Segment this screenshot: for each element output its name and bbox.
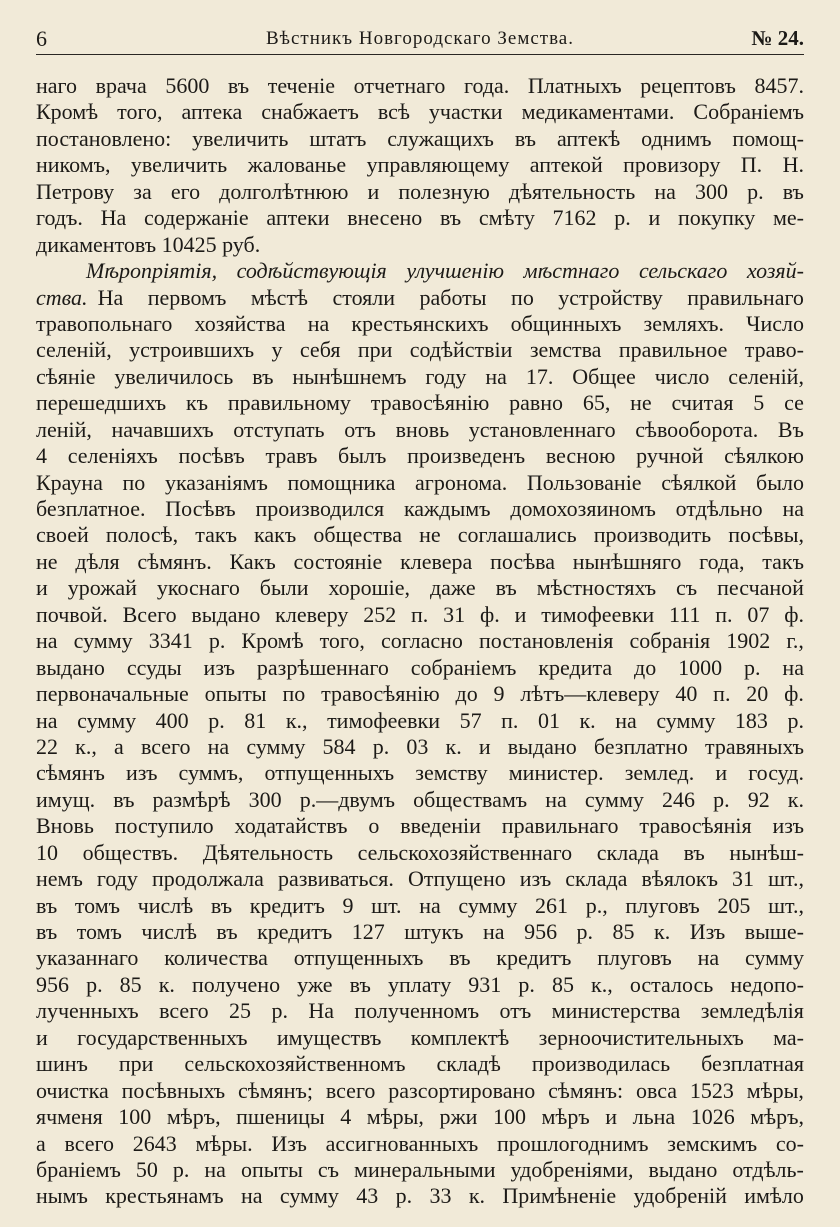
text-line: леній, начавшихъ отступать отъ вновь установленнаго сѣвооборота. Въ xyxy=(36,416,804,442)
text-line: дикаментовъ 10425 руб. xyxy=(36,231,261,257)
text-line: Крауна по указаніямъ помощника агронома. Пользованіе сѣялкой было xyxy=(36,469,804,495)
text-line: безплатное. Посѣвъ производился каждымъ домохозяиномъ отдѣльно на xyxy=(36,496,804,521)
text-line: не дѣля сѣмянъ. Какъ состояніе клевера посѣва нынѣшняго года, такъ xyxy=(36,548,804,574)
text-line: и государственныхъ имуществъ комплектѣ зерноочистительныхъ ма- xyxy=(36,1024,804,1050)
text-line: сѣмянъ изъ суммъ, отпущенныхъ земству министер. землед. и госуд. xyxy=(36,760,804,786)
text-line: шинъ при сельскохозяйственномъ складѣ производилась безплатная xyxy=(36,1051,804,1077)
text-line: указаннаго количества отпущенныхъ въ кредитъ плуговъ на сумму xyxy=(36,945,804,971)
text-line xyxy=(36,285,804,311)
paragraph-pharmacy xyxy=(36,73,804,258)
text-line: на сумму 400 р. 81 к., тимофеевки 57 п. 01 к. на сумму 183 р. xyxy=(36,707,804,733)
text-line: перешедшихъ къ правильному травосѣянію равно 65, не считая 5 се xyxy=(36,390,804,416)
text-line: ячменя 100 мѣръ, пшеницы 4 мѣры, ржи 100 мѣръ и льна 1026 мѣръ, xyxy=(36,1104,804,1130)
page-header xyxy=(36,22,804,55)
text-line: Вновь поступило ходатайствъ о введеніи правильнаго травосѣянія изъ xyxy=(36,813,804,839)
text-line: 956 р. 85 к. получено уже въ уплату 931 р. 85 к., осталось недопо- xyxy=(36,971,804,997)
text-line: имущ. въ размѣрѣ 300 р.—двумъ обществамъ на сумму 246 р. 92 к. xyxy=(36,786,804,812)
issue-number: № 24. xyxy=(751,26,804,50)
section-heading-end: ства. xyxy=(36,284,88,310)
page-body xyxy=(36,73,804,1210)
paragraph-lines xyxy=(36,311,804,1210)
text-line: первоначальные опыты по травосѣянію до 9 лѣтъ—клеверу 40 п. 20 ф. xyxy=(36,681,804,707)
text-line: выдано ссуды изъ разрѣшеннаго собраніемъ кредита до 1000 р. на xyxy=(36,654,804,680)
text-line: нымъ крестьянамъ на сумму 43 р. 33 к. Примѣненіе удобреній имѣло xyxy=(36,1183,804,1209)
text-line: въ томъ числѣ въ кредитъ 127 штукъ на 956 р. 85 к. Изъ выше- xyxy=(36,919,804,944)
text-line: селеній, устроившихъ у себя при содѣйствіи земства правильное траво- xyxy=(36,337,804,363)
text-line: лученныхъ всего 25 р. На полученномъ отъ министерства земледѣлія xyxy=(36,998,804,1024)
text-line: немъ году продолжала развиваться. Отпущено изъ склада вѣялокъ 31 шт., xyxy=(36,866,804,892)
text-line: сѣяніе увеличилось въ нынѣшнемъ году на 17. Общее число селеній, xyxy=(36,363,804,389)
text-line: травопольнаго хозяйства на крестьянскихъ общинныхъ земляхъ. Число xyxy=(36,310,804,336)
text-line: своей полосѣ, такъ какъ общества не соглашались производить посѣвы, xyxy=(36,522,804,548)
text-line: очистка посѣвныхъ сѣмянъ; всего разсортировано сѣмянъ: овса 1523 мѣры, xyxy=(36,1077,804,1103)
text-line: а всего 2643 мѣры. Изъ ассигнованныхъ прошлогоднимъ земскимъ со- xyxy=(36,1130,804,1156)
section-heading: Мѣропріятія, содѣйствующія улучшенію мѣстнаго сельскаго хозяй- xyxy=(86,258,804,284)
text-line: и урожай укоснаго были хорошіе, даже въ мѣстностяхъ съ песчаной xyxy=(36,575,804,601)
text-line: 4 селеніяхъ посѣвъ травъ былъ произведенъ весною ручной сѣялкою xyxy=(36,443,804,469)
text-line: никомъ, увеличить жалованье управляющему аптекой провизору П. Н. xyxy=(36,152,804,178)
text-line: 10 обществъ. Дѣятельность сельскохозяйственнаго склада въ нынѣш- xyxy=(36,839,804,865)
paragraph-agriculture xyxy=(36,258,804,1210)
text-line: годъ. На содержаніе аптеки внесено въ смѣту 7162 р. и покупку ме- xyxy=(36,205,804,231)
text-line: Петрову за его долголѣтнюю и полезную дѣятельность на 300 р. въ xyxy=(36,178,804,204)
journal-title: Вѣстникъ Новгородскаго Земства. xyxy=(266,28,574,49)
text-line: Кромѣ того, аптека снабжаетъ всѣ участки медикаментами. Собраніемъ xyxy=(36,99,804,125)
text-line: наго врача 5600 въ теченіе отчетнаго года. Платныхъ рецептовъ 8457. xyxy=(36,73,804,98)
text-line-rest: На первомъ мѣстѣ стояли работы по устройству правильнаго xyxy=(97,284,804,310)
text-line: въ томъ числѣ въ кредитъ 9 шт. на сумму 261 р., плуговъ 205 шт., xyxy=(36,892,804,918)
text-line: постановлено: увеличить штатъ служащихъ въ аптекѣ однимъ помощ- xyxy=(36,125,804,151)
text-line: 22 к., а всего на сумму 584 р. 03 к. и выдано безплатно травяныхъ xyxy=(36,733,804,759)
page-number: 6 xyxy=(36,26,47,51)
text-line: браніемъ 50 р. на опыты съ минеральными удобреніями, выдано отдѣль- xyxy=(36,1156,804,1182)
text-line: на сумму 3341 р. Кромѣ того, согласно постановленія собранія 1902 г., xyxy=(36,628,804,654)
text-line: почвой. Всего выдано клеверу 252 п. 31 ф. и тимофеевки 111 п. 07 ф. xyxy=(36,601,804,627)
